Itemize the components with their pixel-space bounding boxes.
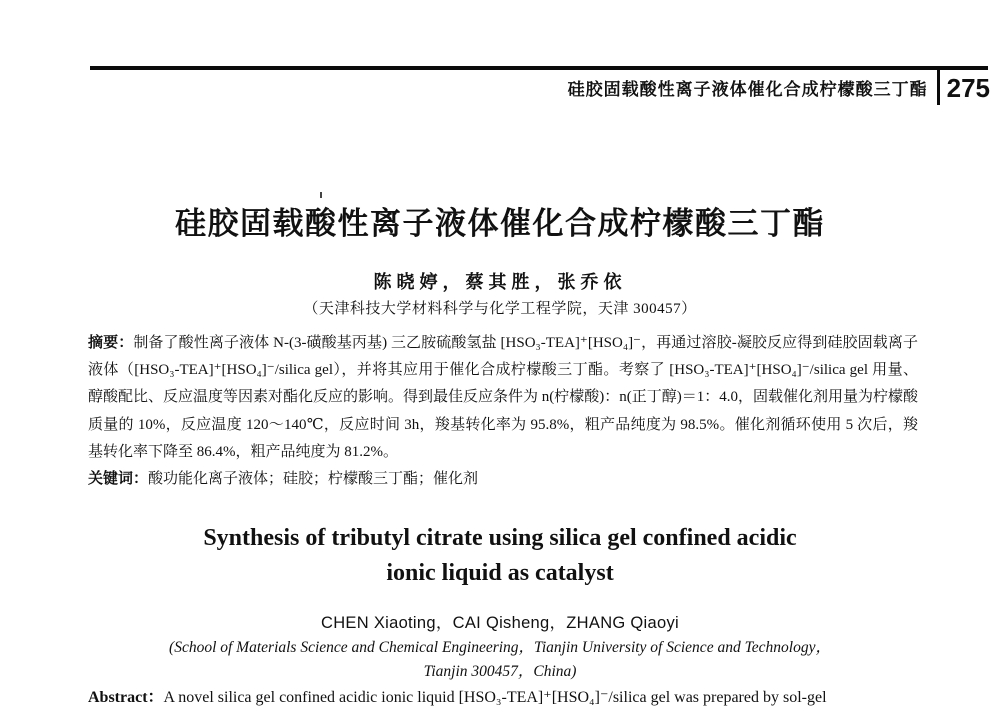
affiliation-en-line1: (School of Materials Science and Chemical Engineering，Tianjin University of Science and Technology， xyxy=(169,639,831,656)
abstract-en-text: A novel silica gel confined acidic ionic liquid [HSO₃-TEA]⁺[HSO₄]⁻/silica gel was prepared by sol-gel xyxy=(163,689,827,706)
article-title-zh: 硅胶固载酸性离子液体催化合成柠檬酸三丁酯 xyxy=(175,206,825,241)
authors-zh: 陈晓婷，蔡其胜，张乔依 xyxy=(373,272,627,292)
chinese-abstract-block xyxy=(88,330,918,493)
abstract-zh-label: 摘要： xyxy=(88,335,134,351)
keywords-zh-label: 关键词： xyxy=(88,471,149,488)
keywords-zh-text: 酸功能化离子液体；硅胶；柠檬酸三丁酯；催化剂 xyxy=(148,471,479,488)
article-title-en-line1: Synthesis of tributyl citrate using silica gel confined acidic xyxy=(203,525,797,551)
article-title-en-line2: ionic liquid as catalyst xyxy=(386,560,614,586)
running-head-title: 硅胶固载酸性离子液体催化合成柠檬酸三丁酯 xyxy=(567,79,928,99)
affiliation-en-line2: Tianjin 300457，China) xyxy=(423,662,577,680)
abstract-zh-text: 制备了酸性离子液体 N-(3-磺酸基丙基) 三乙胺硫酸氢盐 [HSO₃-TEA]⁺[HSO₄]⁻，再通过溶胶-凝胶反应得到硅胶固载离子液体（[HSO₃-TEA]⁺[HSO₄]⁻/silica gel），并将其应用于催化合成柠檬酸三丁酯。考察了 [HSO₃-TEA]⁺[HSO₄]⁻/silica gel 用量、醇酸配比、反应温度等因素对酯化反应的影响。得到最佳反应条件为 n(柠檬酸)：n(正丁醇)＝1：4.0，固载催化剂用量为柠檬酸质量的 10%，反应温度 120～140℃，反应时间 3h，羧基转化率为 95.8%，粗产品纯度为 98.5%。催化剂循环使用 5 次后，羧基转化率下降至 86.4%，粗产品纯度为 81.2%。 xyxy=(88,335,918,460)
abstract-en xyxy=(88,684,928,707)
keywords-zh xyxy=(88,466,918,493)
running-header xyxy=(568,66,990,106)
header-divider xyxy=(937,67,940,105)
article-title-en xyxy=(0,521,1000,591)
affiliation-en xyxy=(0,636,1000,683)
abstract-en-label: Abstract： xyxy=(88,689,164,706)
page-number: 275 xyxy=(946,73,990,103)
affiliation-zh: （天津科技大学材料科学与化学工程学院，天津 300457） xyxy=(303,301,697,317)
authors-en: CHEN Xiaoting，CAI Qisheng，ZHANG Qiaoyi xyxy=(320,614,679,632)
abstract-zh xyxy=(88,330,918,466)
